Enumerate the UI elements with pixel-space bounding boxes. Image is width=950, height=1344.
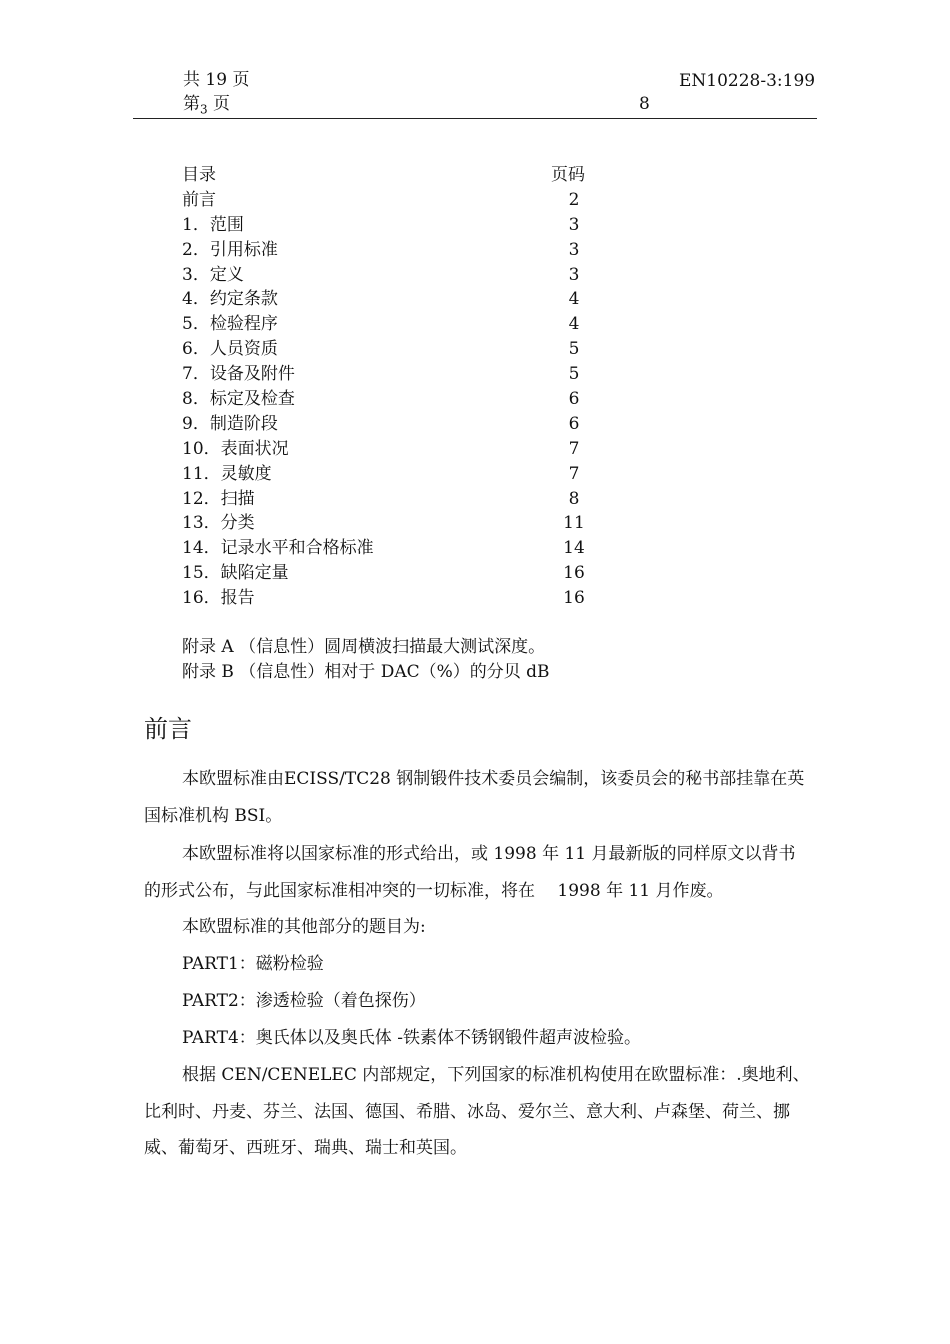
toc-entry	[182, 213, 602, 238]
toc-entry-page: 7	[568, 463, 580, 484]
toc-entry-page: 3	[568, 264, 580, 285]
toc-heading: 目录	[182, 165, 216, 185]
toc-entry-page: 16	[563, 563, 585, 584]
foreword-paragraph: 本欧盟标准的其他部分的题目为:	[182, 917, 426, 937]
toc-entry-label: 14．记录水平和合格标准	[182, 538, 374, 559]
appendix-b: 附录 B （信息性）相对于 DAC（%）的分贝 dB	[182, 662, 550, 682]
toc-entry-page: 16	[563, 588, 585, 609]
toc-entry-page: 6	[568, 413, 580, 434]
toc-entry-label: 2．引用标准	[182, 239, 278, 260]
foreword-paragraph: 本欧盟标准将以国家标准的形式给出，或 1998 年 11 月最新版的同样原文以背书的形式公布，与此国家标准相冲突的一切标准，将在 1998 年 11 月作废。	[144, 844, 796, 901]
toc-entry-page: 3	[568, 239, 580, 260]
toc-entry	[182, 263, 602, 288]
toc-entry	[182, 337, 602, 362]
toc-entry	[182, 487, 602, 512]
toc-entry-page: 14	[563, 538, 585, 559]
toc-entry-page: 4	[568, 289, 580, 310]
toc-entry-page: 2	[568, 189, 580, 210]
toc-entry	[182, 412, 602, 437]
toc-entry-label: 前言	[182, 189, 216, 210]
foreword-paragraph: PART2：渗透检验（着色探伤）	[182, 991, 426, 1011]
toc-entry	[182, 387, 602, 412]
toc-entry	[182, 462, 602, 487]
toc-entry-label: 7．设备及附件	[182, 364, 295, 385]
foreword-paragraph: 本欧盟标准由ECISS/TC28 钢制锻件技术委员会编制，该委员会的秘书部挂靠在英国标准机构 BSI。	[144, 769, 805, 826]
toc-entry-page: 7	[568, 438, 580, 459]
toc-entry-label: 10．表面状况	[182, 438, 289, 459]
toc-entry-page: 6	[568, 389, 580, 410]
toc-entry	[182, 362, 602, 387]
toc-entry	[182, 287, 602, 312]
toc-entry-page: 3	[568, 214, 580, 235]
table-of-contents	[182, 163, 602, 611]
toc-entry-page: 4	[568, 314, 580, 335]
toc-entry	[182, 561, 602, 586]
toc-entry-label: 16．报告	[182, 588, 255, 609]
toc-entry-label: 1．范围	[182, 214, 244, 235]
toc-entries	[182, 188, 602, 611]
toc-entry	[182, 586, 602, 611]
toc-entry-label: 5．检验程序	[182, 314, 278, 335]
header-page-count: 共 19 页	[183, 70, 250, 90]
toc-entry	[182, 511, 602, 536]
header-page-number-suffix: 页	[207, 94, 231, 114]
foreword-paragraph: 根据 CEN/CENELEC 内部规定，下列国家的标准机构使用在欧盟标准：.奥地利、比利时、丹麦、芬兰、法国、德国、希腊、冰岛、爱尔兰、意大利、卢森堡、荷兰、挪威、葡萄牙、西班牙、瑞典、瑞士和英国。	[144, 1065, 810, 1158]
toc-heading-row	[182, 163, 602, 188]
toc-entry-label: 4．约定条款	[182, 289, 278, 310]
toc-entry-page: 8	[568, 488, 580, 509]
toc-entry	[182, 238, 602, 263]
toc-entry-label: 3．定义	[182, 264, 244, 285]
header-standard-code-continued: 8	[639, 94, 650, 114]
foreword-title: 前言	[144, 715, 192, 743]
toc-entry-page: 5	[568, 364, 580, 385]
toc-entry-label: 11．灵敏度	[182, 463, 272, 484]
header-page-number	[183, 94, 230, 119]
toc-entry	[182, 312, 602, 337]
toc-entry-label: 9．制造阶段	[182, 413, 278, 434]
header-page-number-prefix: 第	[183, 94, 200, 114]
toc-entry-label: 15．缺陷定量	[182, 563, 289, 584]
foreword-paragraph: PART4：奥氏体以及奥氏体 -铁素体不锈钢锻件超声波检验。	[182, 1028, 641, 1048]
toc-entry-label: 8．标定及检查	[182, 389, 295, 410]
foreword-paragraph: PART1：磁粉检验	[182, 954, 324, 974]
toc-entry	[182, 536, 602, 561]
toc-entry-label: 6．人员资质	[182, 339, 278, 360]
toc-entry-label: 13．分类	[182, 513, 255, 534]
appendix-a: 附录 A （信息性）圆周横波扫描最大测试深度。	[182, 637, 546, 657]
header-standard-code: EN10228-3:199	[679, 71, 816, 91]
toc-entry	[182, 188, 602, 213]
toc-page-heading: 页码	[551, 165, 585, 185]
toc-entry-page: 11	[563, 513, 585, 534]
header-divider	[133, 118, 817, 119]
header-page-number-sub: 3	[200, 102, 208, 117]
toc-entry-label: 12．扫描	[182, 488, 255, 509]
toc-entry	[182, 437, 602, 462]
toc-entry-page: 5	[568, 339, 580, 360]
